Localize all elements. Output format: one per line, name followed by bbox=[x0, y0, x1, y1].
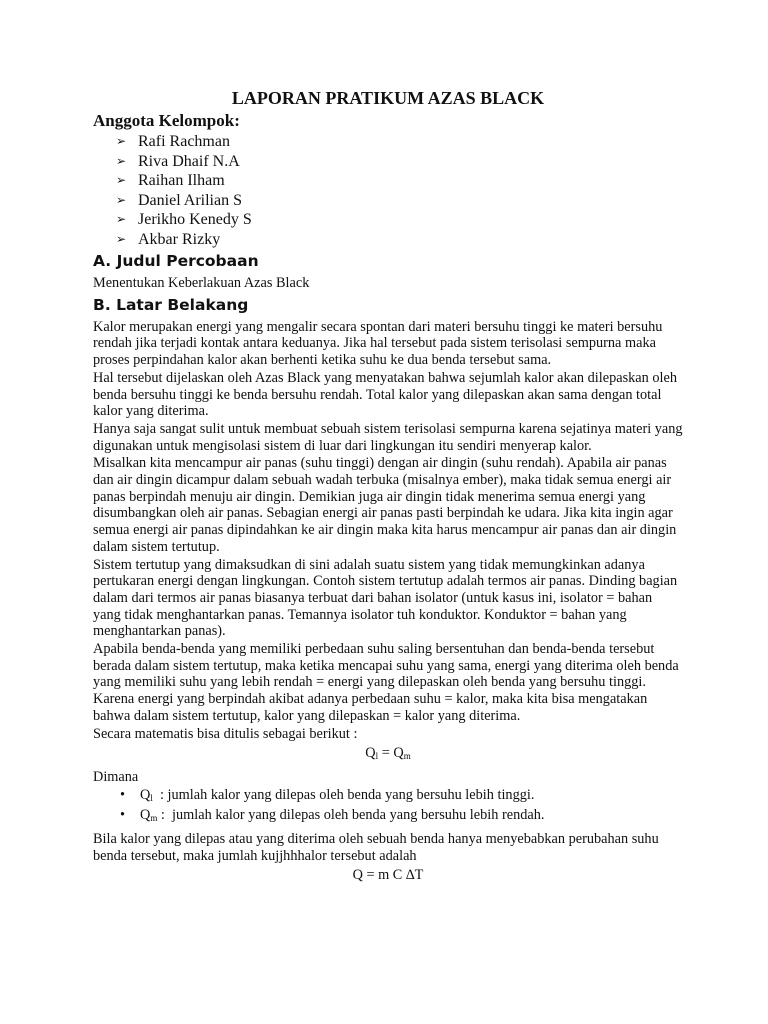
formula-heat: Q = m C ∆T bbox=[352, 867, 424, 884]
section-b-heading: B. Latar Belakang bbox=[93, 295, 249, 314]
document-content bbox=[93, 88, 683, 888]
bullet-dot-icon: • bbox=[120, 806, 126, 823]
bullet-dot-icon: • bbox=[120, 786, 126, 803]
member-item: ➢ Jerikho Kenedy S bbox=[116, 211, 252, 228]
arrow-bullet-icon: ➢ bbox=[116, 134, 127, 148]
paragraph: Apabila benda-benda yang memiliki perbedaan suhu saling bersentuhan dan benda-benda tersebut berada dalam sistem tertutup, maka ketika mencapai suhu yang sama, energi yang diterima oleh benda yang memiliki suhu yang lebih rendah = energi yang dilepaskan oleh benda yang bersuhu tinggi. Karena energi yang berpindah akibat adanya perbedaan suhu = kalor, maka kita bisa mengatakan bahwa dalam sistem tertutup, kalor yang dilepaskan = kalor yang diterima. bbox=[93, 641, 679, 724]
closing-paragraph: Bila kalor yang dilepas atau yang diterima oleh sebuah benda hanya menyebabkan perubahan suhu benda tersebut, maka jumlah kujjhhhalor tersebut adalah bbox=[93, 830, 659, 864]
section-a-text: Menentukan Keberlakuan Azas Black bbox=[93, 275, 310, 291]
definition-item: • $Q_l$ : jumlah kalor yang dilepas oleh benda yang bersuhu lebih tinggi. bbox=[120, 787, 683, 807]
paragraph: Hanya saja sangat sulit untuk membuat sebuah sistem terisolasi sempurna karena sejatinya materi yang digunakan untuk mengisolasi sistem di luar dari lingkungan itu sendiri menyerap kalor. bbox=[93, 420, 683, 454]
definition-item: • $Q_m$ : jumlah kalor yang dilepas oleh benda yang bersuhu lebih rendah. bbox=[120, 807, 683, 827]
arrow-bullet-icon: ➢ bbox=[116, 192, 127, 207]
arrow-bullet-icon: ➢ bbox=[116, 153, 127, 168]
member-item: ➢ Raihan Ilham bbox=[116, 172, 225, 189]
member-item: ➢ Rafi Rachman bbox=[116, 133, 230, 150]
paragraph: Kalor merupakan energi yang mengalir secara spontan dari materi bersuhu tinggi ke materi bersuhu rendah jika terjadi kontak antara keduanya. Jika hal tersebut pada sistem terisolasi sempurna maka proses perpindahan kalor akan berhenti ketika suhu ke dua benda tersebut sama. bbox=[93, 318, 663, 369]
member-item: ➢ Riva Dhaif N.A bbox=[116, 152, 240, 170]
paragraph: Hal tersebut dijelaskan oleh Azas Black yang menyatakan bahwa sejumlah kalor akan dilepaskan oleh benda bersuhu tinggi ke benda bersuhu rendah. Total kalor yang dilepaskan akan sama dengan total kalor yang diterima. bbox=[93, 369, 677, 420]
paragraph: Misalkan kita mencampur air panas (suhu tinggi) dengan air dingin (suhu rendah). Apabila air panas dan air dingin dicampur dalam sebuah wadah terbuka (misalnya ember), maka tidak semua energi air panas berpindah menuju air dingin. Demikian juga air dingin tidak menerima semua energi yang disumbangkan oleh air panas. Sebagian energi air panas pasti berpindah ke udara. Jika kita ingin agar semua energi air panas dipindahkan ke air dingin maka kita harus mencampur air panas dan air dingin dalam sistem tertutup. bbox=[93, 455, 677, 555]
arrow-bullet-icon: ➢ bbox=[116, 212, 127, 226]
member-item: ➢ Daniel Arilian S bbox=[116, 191, 242, 209]
section-a-heading: A. Judul Percobaan bbox=[93, 252, 259, 270]
arrow-bullet-icon: ➢ bbox=[116, 231, 127, 246]
arrow-bullet-icon: ➢ bbox=[116, 173, 127, 187]
paragraph: Sistem tertutup yang dimaksudkan di sini adalah suatu sistem yang tidak memungkinkan adanya pertukaran energi dengan lingkungan. Contoh sistem tertutup adalah termos air panas. Dinding bagian dalam dari termos air panas biasanya terbuat dari bahan isolator (untuk kasus ini, isolator = bahan yang tidak menghantarkan panas. Temannya isolator tuh konduktor. Konduktor = bahan yang menghantarkan panas). bbox=[93, 556, 678, 640]
paragraph: Secara matematis bisa ditulis sebagai berikut : bbox=[93, 725, 358, 742]
member-item: ➢ Akbar Rizky bbox=[116, 230, 221, 248]
document-title: LAPORAN PRATIKUM AZAS BLACK bbox=[231, 88, 545, 108]
dimana-label: Dimana bbox=[93, 769, 139, 786]
definition-list bbox=[93, 787, 683, 827]
members-heading: Anggota Kelompok: bbox=[93, 111, 240, 130]
members-list bbox=[93, 132, 683, 249]
formula-heat-balance: $Q_l = Q_m$ bbox=[365, 745, 411, 762]
